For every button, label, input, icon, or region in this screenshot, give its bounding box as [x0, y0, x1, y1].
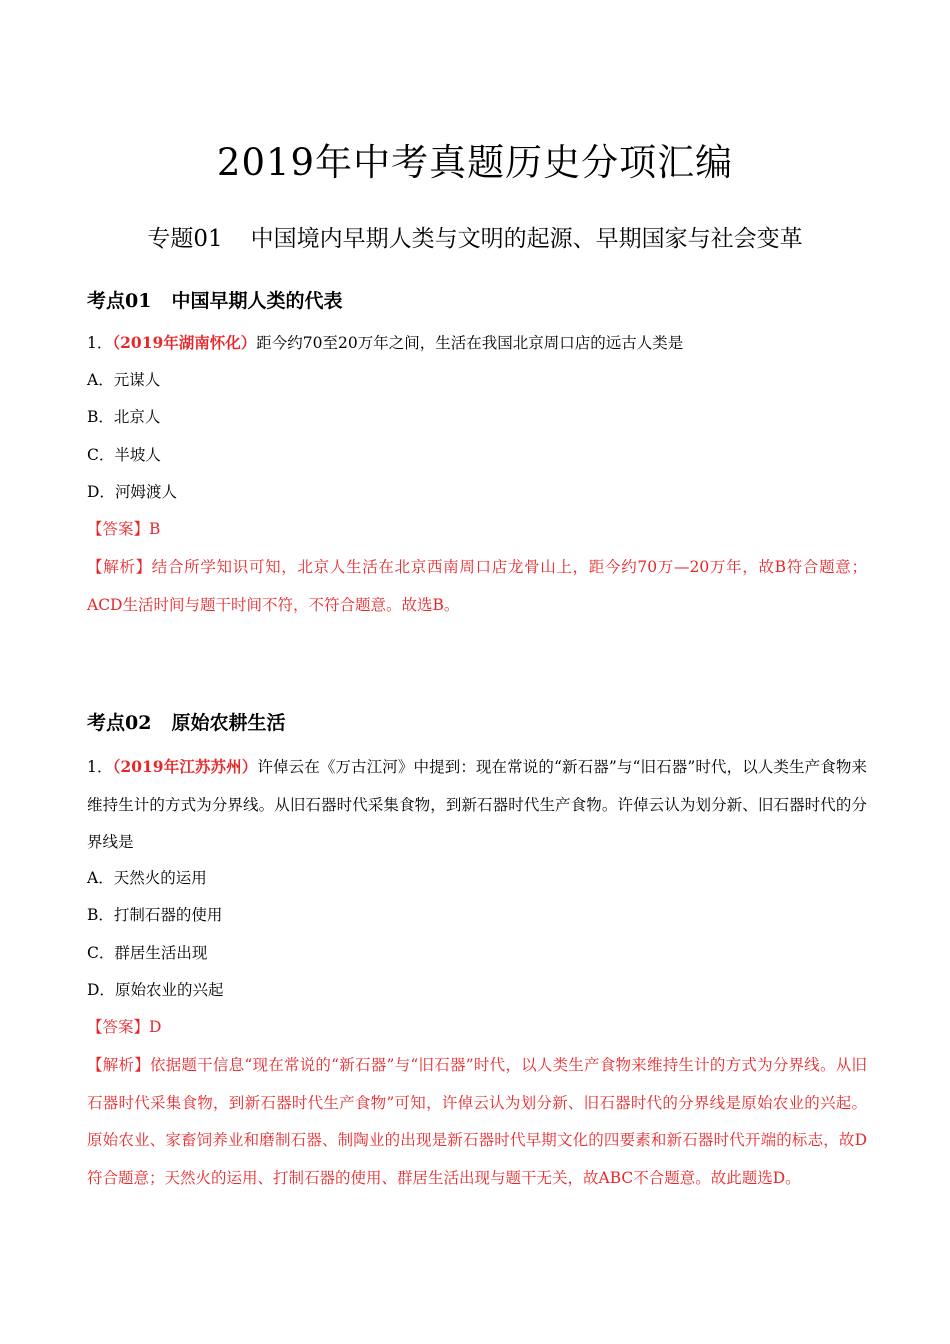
- option-c: [87, 935, 867, 973]
- option-text: 北京人: [113, 408, 161, 426]
- option-text: 原始农业的兴起: [114, 981, 224, 999]
- page-title: 2019年中考真题历史分项汇编: [216, 141, 734, 184]
- option-text: 元谋人: [113, 371, 161, 389]
- topic-text: 中国境内早期人类与文明的起源、早期国家与社会变革: [250, 226, 803, 252]
- option-letter: B．: [87, 906, 114, 924]
- analysis: 【解析】结合所学知识可知，北京人生活在北京西南周口店龙骨山上，距今约70万—20万年，故B符合题意；ACD生活时间与题干时间不符，不符合题意。故选B。: [87, 558, 867, 614]
- question-source: （2019年江苏苏州）: [112, 757, 258, 776]
- option-b: [87, 399, 867, 437]
- option-text: 天然火的运用: [113, 869, 207, 887]
- option-letter: D．: [87, 981, 115, 999]
- option-c: [87, 437, 867, 475]
- section-label: 考点02: [87, 712, 152, 734]
- answer: 【答案】B: [87, 520, 161, 538]
- option-letter: A．: [87, 371, 114, 389]
- section-title: 中国早期人类的代表: [171, 290, 343, 312]
- option-letter: A．: [87, 869, 114, 887]
- question-source: （2019年湖南怀化）: [112, 333, 257, 352]
- question-text: 距今约70至20万年之间，生活在我国北京周口店的远古人类是: [256, 334, 684, 352]
- option-a: [87, 362, 867, 400]
- topic-label: 专题01: [147, 226, 223, 252]
- option-text: 河姆渡人: [114, 483, 177, 501]
- analysis: 【解析】依据题干信息“现在常说的“新石器”与“旧石器”时代，以人类生产食物来维持生计的方式为分界线。从旧石器时代采集食物，到新石器时代生产食物”可知，许倬云认为划分新、旧石器时代的分界线是原始农业的兴起。原始农业、家畜饲养业和磨制石器、制陶业的出现是新石器时代早期文化的四要素和新石器时代开端的标志，故D符合题意；天然火的运用、打制石器的使用、群居生活出现与题干无关，故ABC不合题意。故此题选D。: [87, 1056, 867, 1187]
- option-text: 打制石器的使用: [113, 906, 223, 924]
- option-letter: B．: [87, 408, 114, 426]
- option-a: [87, 860, 867, 898]
- option-text: 群居生活出现: [114, 944, 208, 962]
- section-heading-02: [87, 709, 285, 737]
- section-label: 考点01: [87, 290, 152, 312]
- option-letter: C．: [87, 446, 115, 464]
- question-number: 1．: [87, 334, 113, 352]
- section-heading-01: [87, 287, 342, 315]
- answer: 【答案】D: [87, 1018, 162, 1036]
- section-title: 原始农耕生活: [171, 712, 286, 734]
- question-stem: [87, 748, 867, 862]
- question-stem: [87, 324, 867, 363]
- option-d: [87, 972, 867, 1010]
- option-b: [87, 897, 867, 935]
- option-d: [87, 474, 867, 512]
- option-text: 半坡人: [114, 446, 161, 464]
- option-letter: C．: [87, 944, 115, 962]
- topic-subtitle: [0, 222, 950, 256]
- question-text: 许倬云在《万古江河》中提到：现在常说的“新石器”与“旧石器”时代，以人类生产食物来维持生计的方式为分界线。从旧石器时代采集食物，到新石器时代生产食物。许倬云认为划分新、旧石器时代的分界线是: [87, 758, 867, 852]
- question-number: 1．: [87, 758, 113, 776]
- option-letter: D．: [87, 483, 115, 501]
